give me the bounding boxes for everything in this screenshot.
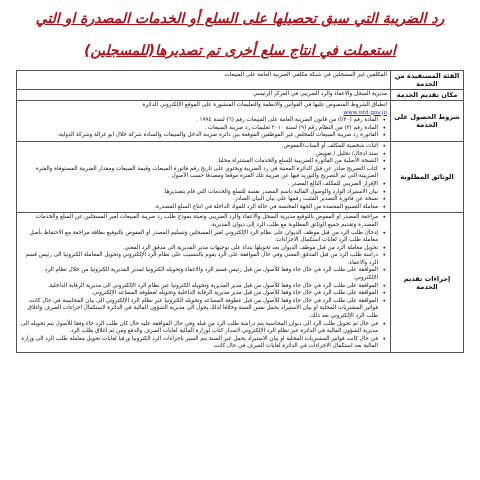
list-item: • مراجعة المصدر او المفوض بالتوقيع مديرية السجل والاعفاء والرد الضريبي وتعبئة نموذج طلب رد ضريبة المبيعات لغير المسجلين عن السلع والخدمات المصدرة وتقديم جميع الوثائق المطلوبة مع طلب الرد إلى ديوان المديرية.: [20, 214, 378, 229]
document-title-line-1: رد الضريبة التي سبق تحصيلها على السلع أو الخدمات المصدرة او التي: [35, 11, 445, 27]
table-row-conditions: [17, 101, 464, 142]
list-item: • في حال كانت فواتير المشتريات المحلية او بيان الاستيراد يحمل غير السنة يتم السير باجراءات الرد الكترونيا ورقيا لغايات تحويل معاملة طلب الرد الى وزارة المالية بعد استكمال الاجراءات في الدائرة لغايات الصرف في حال كانت: [20, 336, 378, 351]
row-content-conditions: [17, 101, 391, 142]
service-table: [16, 70, 464, 353]
table-row-documents: [17, 141, 464, 212]
row-label-procedures: إجراءات تقديم الخدمة: [391, 213, 464, 353]
list-item: • دراسة طلب الرد من قبل المدقق المعني وفي حال الموافقة على الرد يقوم بالتنسيب على نظام الرد الإلكتروني وتحويل المعاملة الكترونيا الى رئيس قسم الرد والاعفاء.: [20, 252, 378, 267]
list-item: • الإقرار الضريبي للمكلف البالغ المصدر .: [20, 181, 378, 189]
list-item: • الموافقة على طلب الرد في حال جاء وفقا للأصول من قبل مدير مديرية الرقابة الداخلية وتحويله لعطوفة المساعد الإلكتروني.: [20, 290, 378, 298]
list-item: • النسخة الأصلية من الفاتورة الضريبية للسلع والخدمات المشتراة محليا.: [20, 158, 378, 166]
table-row-procedures: [17, 213, 464, 353]
list-item: • المادة رقم (٣) من النظام رقم (٩) لسنة ٢٠١٠ تعليمات رد ضريبة المبيعات .: [20, 125, 378, 133]
table-row-beneficiary: [17, 71, 464, 90]
row-content-beneficiary: المكلفين غير المسجلين في شبكة مكلفي الضريبة العامة على المبيعات: [17, 71, 391, 90]
list-item: • الموافقة على طلب الرد في حال جاء وفقا للأصول من قبل مدير المديرية وتحويله الكترونيا عبر نظام الرد الإلكتروني الى مديرية الرقابة الداخلية.: [20, 283, 378, 291]
row-content-documents: [17, 141, 391, 212]
row-label-conditions: شروط الحصول على الخدمة: [391, 101, 464, 142]
list-item: • إدخال طلب الرد من قبل موظف الديوان على نظام الرد الإلكتروني لغير المسجلين وتسليم المصدر او المفوض بالتوقيع بطاقة مراجعة مع الاحتفاظ بأصل معاملة طلب الرد لغايات استكمال الاجراءات.: [20, 230, 378, 245]
procedures-list: [20, 214, 387, 351]
list-item: • اثبات شخصية للمكلف أو المناب/المفوض.: [20, 143, 378, 151]
conditions-intro: انطباق الشروط المنصوص عليها في القوانين والانظمة والتعليمات المنشورة على الموقع الإلكتروني للدائرة: [142, 102, 387, 108]
list-item: • الموافقة على طلب الرد في حال جاء وفقا للأصول من قبل عطوفة المساعد وتحويله الكترونيا عبر نظام الرد الإلكتروني الى بيان المحاسبة في حال كانت فواتير المشتريات المحلية او بيان الاستيراد يحمل نفس السنة وخلافا لذلك يحول الى مديرية الشؤون المالية في الدائرة لاستكمال اجراءات الصرف واغلاق طلب الرد الإلكتروني بعد ذلك.: [20, 298, 378, 321]
website-link[interactable]: www.istd.gov.jo: [343, 109, 387, 116]
list-item: • تحويل معاملة الرد من قبل موظف الديوان بعد تحويلها بنداء على توجيهات مدير المديرية الى مدقق الرد المعني.: [20, 245, 378, 253]
table-row-location: [17, 90, 464, 101]
documents-list: [20, 143, 387, 211]
list-item: • في حال تم تحويل طلب الرد الى ديوان المحاسبة يتم دراسة طلب الرد من قبله وفي حال الموافقة عليه حال كان طلب الرد جاء وفقا للأصول يتم تحويله الى مديرية الشؤون المالية في الدائرة عبر نظام الرد الإلكتروني لاصدار كتاب لوزارة المالية لغايات الصرف والدفع ومن ثم اغلاق طلب الرد.: [20, 321, 378, 336]
row-content-procedures: [17, 213, 391, 353]
conditions-list: [20, 117, 387, 140]
row-label-documents: الوثائق المطلوبة: [391, 141, 464, 212]
list-item: • معاملة التصنيع المعتمدة من الجهة المختصة في حالة الرد للمواد الداخلة في انتاج السلع المصدرة.: [20, 204, 378, 212]
list-item: • نسخة عن فاتورة التصدير المثبت رقمها على بيان البيان الصادر.: [20, 196, 378, 204]
document-title-line-2: استعملت في انتاج سلع أخرى تم تصديرها(للمسجلين): [84, 43, 396, 59]
list-item: • سند ادخال/ تحليل / تفويض .: [20, 151, 378, 159]
list-item: • كتاب التصريح صادر عن قبل الدائرة المعنية في رد الضريبة ويحتوي على تاريخ رقم فاتورة المبيعات وقيمة المبيعات ومقدار الضريبة المستوفاة والفترة الضريبية التي تم التصريح والتوريد فيها عن ضريبة تلك الفترة موقعا ومصدقا حسب الأصول .: [20, 166, 378, 181]
list-item: • بيان الاستيراد الوارد والوصول المالية باسم المصدر نفسه للسلع والخدمات التي قام بتصديرها.: [20, 189, 378, 197]
row-label-beneficiary: الفئة المستفيدة من الخدمة: [391, 71, 464, 90]
list-item: • الفاتورة رد ضريبة المبيعات للمخلص غير الموظفين الموقعة بين دائرة ضريبة الدخل والمبيعات والسادة شركة خلال ابو غزالة وشركة الدولية.: [20, 132, 378, 140]
row-content-location: مديرية السجل والاعفاء والرد الضريبي في المركز الرئيسي: [17, 90, 391, 101]
row-label-location: مكان تقديم الخدمة: [391, 90, 464, 101]
list-item: • المادة رقم (٢٠/أ) من قانون الضريبة العامة على المبيعات رقم (٦) لسنة ١٩٩٤ .: [20, 117, 378, 125]
list-item: • الموافقة على طلب الرد في حال جاء وفقا للأصول من قبل رئيس قسم الرد والاعفاء وتحويله الكترونيا لمدير المديرية الكترونيا من خلال نظام الرد الإلكتروني.: [20, 267, 378, 282]
